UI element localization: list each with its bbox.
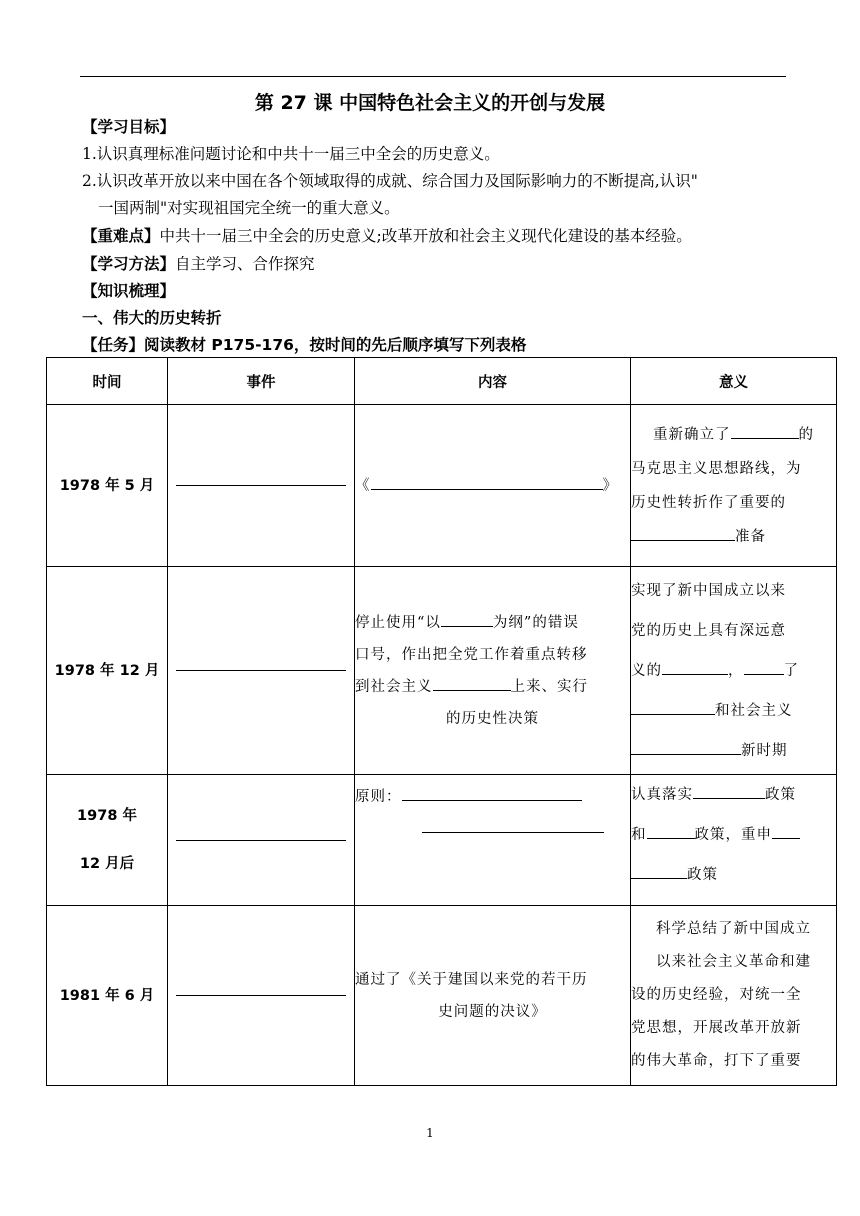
key-points-label: 【重难点】 (82, 227, 160, 245)
content-cell (355, 405, 631, 567)
sig-text: 党的历史上具有深远意 (631, 622, 786, 639)
content-text: 通过了《关于建国以来党的若干历 (355, 971, 588, 988)
content-text: 的历史性决策 (446, 710, 539, 727)
content-text: 到社会主义 (355, 678, 433, 695)
sig-text: 科学总结了新中国成立 (656, 921, 811, 937)
sig-text: 设的历史经验，对统一全 (631, 987, 802, 1003)
book-mark-open: 《 (355, 477, 371, 494)
sig-blank[interactable] (631, 539, 735, 541)
header-time: 时间 (47, 358, 168, 405)
study-method-label: 【学习方法】 (82, 255, 176, 273)
book-mark-close: 》 (602, 477, 618, 494)
content-text: 上来、实行 (510, 678, 588, 695)
row-time: 1981 年 6 月 (47, 906, 168, 1086)
header-content: 内容 (355, 358, 631, 405)
sig-blank[interactable] (647, 837, 695, 839)
sig-text: 实现了新中国成立以来 (631, 582, 786, 599)
sig-text: 政策 (765, 787, 796, 803)
table-row (47, 775, 837, 906)
sig-text: 的 (798, 426, 814, 443)
table-row (47, 906, 837, 1086)
content-blank[interactable] (422, 831, 604, 833)
sig-blank[interactable] (731, 437, 799, 439)
table-header-row (47, 358, 837, 405)
content-text: 原则： (355, 789, 402, 805)
sig-text: ， (728, 662, 744, 679)
event-blank[interactable] (176, 485, 346, 486)
content-blank[interactable] (371, 488, 603, 490)
header-event: 事件 (168, 358, 355, 405)
event-cell (168, 567, 355, 775)
significance-cell (631, 405, 837, 567)
content-text: 停止使用“以 (355, 614, 441, 631)
sig-text: 和社会主义 (715, 702, 793, 719)
goal-2-line-1: 2.认识改革开放以来中国在各个领域取得的成就、综合国力及国际影响力的不断提高,认识" (82, 172, 698, 190)
sig-text: 历史性转折作了重要的 (631, 494, 786, 511)
sig-text: 政策，重申 (694, 827, 772, 843)
sig-text: 以来社会主义革命和建 (656, 954, 811, 970)
sig-text: 党思想，开展改革开放新 (631, 1020, 802, 1036)
content-blank[interactable] (441, 625, 493, 627)
goals-heading: 【学习目标】 (82, 118, 176, 136)
event-cell (168, 906, 355, 1086)
row-time: 1978 年 12 月 (47, 567, 168, 775)
key-points-text: 中共十一届三中全会的历史意义;改革开放和社会主义现代化建设的基本经验。 (159, 227, 692, 245)
content-blank[interactable] (402, 799, 582, 801)
content-cell (355, 906, 631, 1086)
table-row (47, 405, 837, 567)
table-row (47, 567, 837, 775)
sig-blank[interactable] (693, 797, 765, 799)
content-text: 口号，作出把全党工作着重点转移 (355, 646, 588, 663)
row-time: 1978 年 5 月 (47, 405, 168, 567)
sig-text: 认真落实 (631, 787, 693, 803)
section-heading: 一、伟大的历史转折 (82, 309, 222, 327)
event-blank[interactable] (176, 995, 346, 996)
row-time (47, 775, 168, 906)
task-instruction: 【任务】阅读教材 P175-176，按时间的先后顺序填写下列表格 (82, 336, 527, 354)
knowledge-heading: 【知识梳理】 (82, 282, 176, 300)
sig-text: 了 (783, 662, 799, 679)
goal-1: 1.认识真理标准问题讨论和中共十一届三中全会的历史意义。 (82, 145, 500, 163)
sig-text: 政策 (687, 867, 718, 883)
lesson-title: 第 27 课 中国特色社会主义的开创与发展 (254, 92, 606, 114)
sig-text: 的伟大革命，打下了重要 (631, 1053, 802, 1069)
page-number: 1 (426, 1126, 434, 1140)
history-table (46, 357, 837, 1086)
content-text: 史问题的决议》 (438, 1003, 547, 1020)
row-time-line: 12 月后 (79, 856, 135, 872)
sig-text: 重新确立了 (653, 426, 731, 443)
event-blank[interactable] (176, 840, 346, 841)
header-significance: 意义 (631, 358, 837, 405)
significance-cell (631, 567, 837, 775)
row-time-line: 1978 年 (77, 808, 137, 824)
content-text: 为纲”的错误 (492, 614, 579, 631)
sig-text: 和 (631, 827, 647, 843)
sig-text: 新时期 (741, 742, 788, 759)
header-rule (80, 76, 786, 77)
sig-blank[interactable] (631, 877, 687, 879)
content-cell (355, 775, 631, 906)
study-method-text: 自主学习、合作探究 (175, 255, 315, 273)
content-blank[interactable] (433, 689, 511, 691)
sig-blank[interactable] (772, 837, 800, 839)
key-points (82, 225, 692, 247)
goal-2-line-2: 一国两制"对实现祖国完全统一的重大意义。 (98, 199, 400, 217)
sig-text: 马克思主义思想路线，为 (631, 460, 802, 477)
significance-cell (631, 775, 837, 906)
sig-blank[interactable] (744, 673, 784, 675)
sig-blank[interactable] (662, 673, 728, 675)
content-cell (355, 567, 631, 775)
event-cell (168, 405, 355, 567)
study-method (82, 253, 315, 275)
sig-blank[interactable] (631, 753, 741, 755)
significance-cell (631, 906, 837, 1086)
sig-blank[interactable] (631, 713, 715, 715)
sig-text: 准备 (735, 528, 766, 545)
sig-text: 义的 (631, 662, 662, 679)
event-cell (168, 775, 355, 906)
event-blank[interactable] (176, 670, 346, 671)
